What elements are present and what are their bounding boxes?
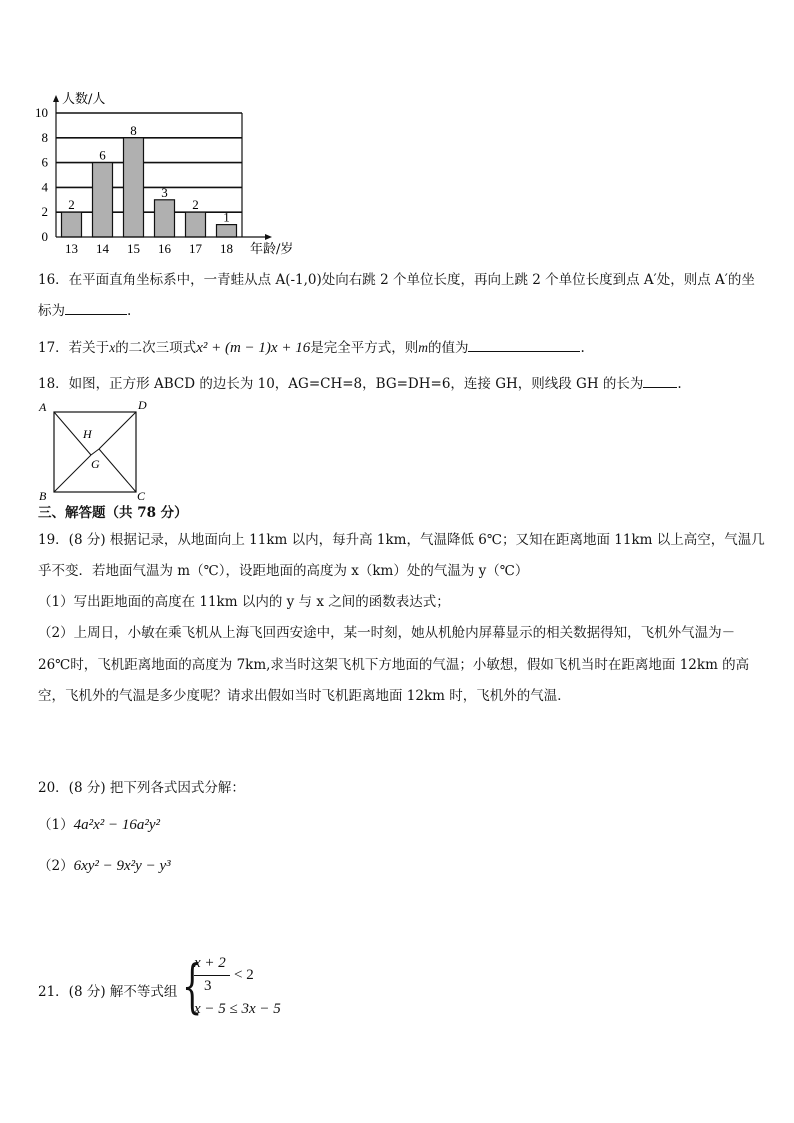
q19-part1: （1）写出距地面的高度在 11km 以内的 y 与 x 之间的函数表达式；	[38, 594, 450, 610]
q19-line2: 乎不变．若地面气温为 m（℃），设距地面的高度为 x（km）处的气温为 y（℃）	[38, 563, 529, 579]
y-axis-label: 人数/人	[62, 92, 106, 107]
y-tick-label: 6	[41, 154, 48, 170]
x-axis-label: 年龄/岁	[250, 242, 294, 255]
label-h: H	[83, 427, 92, 441]
q21-denominator: 3	[204, 978, 212, 994]
bar-chart	[20, 85, 340, 255]
bar	[217, 225, 237, 237]
x-tick-label: 17	[189, 241, 202, 255]
data-label: 1	[223, 209, 230, 225]
q21-title: 21．(8 分) 解不等式组	[38, 984, 178, 1000]
q19-line1: 19．(8 分) 根据记录，从地面向上 11km 以内，每升高 1km，气温降低 6℃；又知在距离地面 11km 以上高空，气温几	[38, 532, 765, 548]
q18-text: 18．如图，正方形 ABCD 的边长为 10，AG=CH=8，BG=DH=6，连接 GH，则线段 GH 的长为	[38, 376, 644, 392]
x-axis-arrow	[265, 234, 272, 240]
q17-answer-blank[interactable]	[468, 337, 580, 352]
y-axis-arrow	[53, 95, 59, 102]
data-label: 8	[130, 122, 137, 138]
q19-part2-line1: （2）上周日，小敏在乘飞机从上海飞回西安途中，某一时刻，她从机舱内屏幕显示的相关数据得知，飞机外气温为－	[38, 625, 736, 641]
segment-dh	[99, 412, 136, 449]
bar	[62, 212, 82, 237]
q17-prefix: 17．若关于	[38, 340, 110, 356]
bar	[124, 138, 144, 237]
q20-part2-expression: 6xy² − 9x²y − y³	[73, 858, 171, 874]
q17-line	[38, 337, 585, 358]
q17-expression: x² + (m − 1)x + 16	[196, 340, 311, 356]
label-c: C	[137, 489, 146, 503]
system-brace: {	[182, 952, 203, 1020]
segment-ch	[99, 449, 136, 492]
label-a: A	[39, 400, 47, 414]
section-title: 三、解答题（共 78 分）	[38, 505, 188, 521]
label-d: D	[138, 398, 147, 412]
bar	[155, 200, 175, 237]
square-figure	[34, 396, 164, 504]
q21-inequality2: x − 5 ≤ 3x − 5	[194, 1001, 281, 1017]
q16-prefix: 标为	[38, 303, 65, 319]
data-label: 3	[161, 184, 168, 200]
q19-part2-line2: 26℃时，飞机距离地面的高度为 7km,求当时这架飞机下方地面的气温；小敏想，假如飞机当时在距离地面 12km 的高	[38, 657, 750, 673]
data-label: 2	[68, 197, 75, 213]
q20-part2	[38, 856, 171, 876]
q18-answer-blank[interactable]	[643, 373, 677, 388]
q17-end: .	[580, 340, 585, 356]
segment-gh	[91, 449, 99, 455]
label-b: B	[39, 489, 47, 503]
x-tick-label: 14	[96, 241, 109, 255]
q17-mid2: 是完全平方式，则	[310, 340, 419, 356]
segment-bg	[54, 455, 91, 492]
data-label: 2	[192, 197, 199, 213]
bar	[93, 163, 113, 237]
x-tick-label: 16	[158, 241, 171, 255]
q18-end: .	[677, 376, 682, 392]
q18-line	[38, 373, 682, 394]
q20-title: 20．(8 分) 把下列各式因式分解：	[38, 780, 245, 796]
q21-numerator: x + 2	[194, 955, 226, 971]
q19-part2-line3: 空，飞机外的气温是多少度呢？请求出假如当时飞机距离地面 12km 时，飞机外的气温．	[38, 688, 571, 704]
y-tick-label: 4	[41, 179, 48, 195]
bar	[186, 212, 206, 237]
q16-answer-blank[interactable]	[65, 300, 127, 315]
q17-mid1: 的二次三项式	[115, 340, 197, 356]
q20-part1-label: （1）	[38, 817, 74, 833]
x-tick-label: 18	[220, 241, 233, 255]
x-tick-label: 15	[127, 241, 140, 255]
x-tick-label: 13	[65, 241, 78, 255]
label-g: G	[91, 457, 100, 471]
y-tick-label: 8	[41, 129, 48, 145]
q16-end: .	[127, 303, 132, 319]
q16-line1: 16．在平面直角坐标系中，一青蛙从点 A(-1,0)处向右跳 2 个单位长度，再向上跳 2 个单位长度到点 A′处，则点 A′的坐	[38, 272, 755, 288]
q17-var-m: m	[418, 340, 428, 355]
y-tick-label: 2	[41, 204, 48, 220]
q21-fraction-bar	[194, 975, 230, 976]
q16-line2	[38, 300, 131, 321]
data-label: 6	[99, 147, 106, 163]
q17-var-x: x	[109, 340, 116, 355]
q21-relation1: < 2	[234, 967, 254, 983]
q20-part1-expression: 4a²x² − 16a²y²	[73, 817, 161, 833]
q20-part2-label: （2）	[38, 858, 74, 874]
y-tick-label: 10	[35, 105, 48, 120]
q17-suffix: 的值为	[427, 340, 469, 356]
q20-part1	[38, 815, 160, 835]
y-tick-label: 0	[41, 229, 48, 244]
